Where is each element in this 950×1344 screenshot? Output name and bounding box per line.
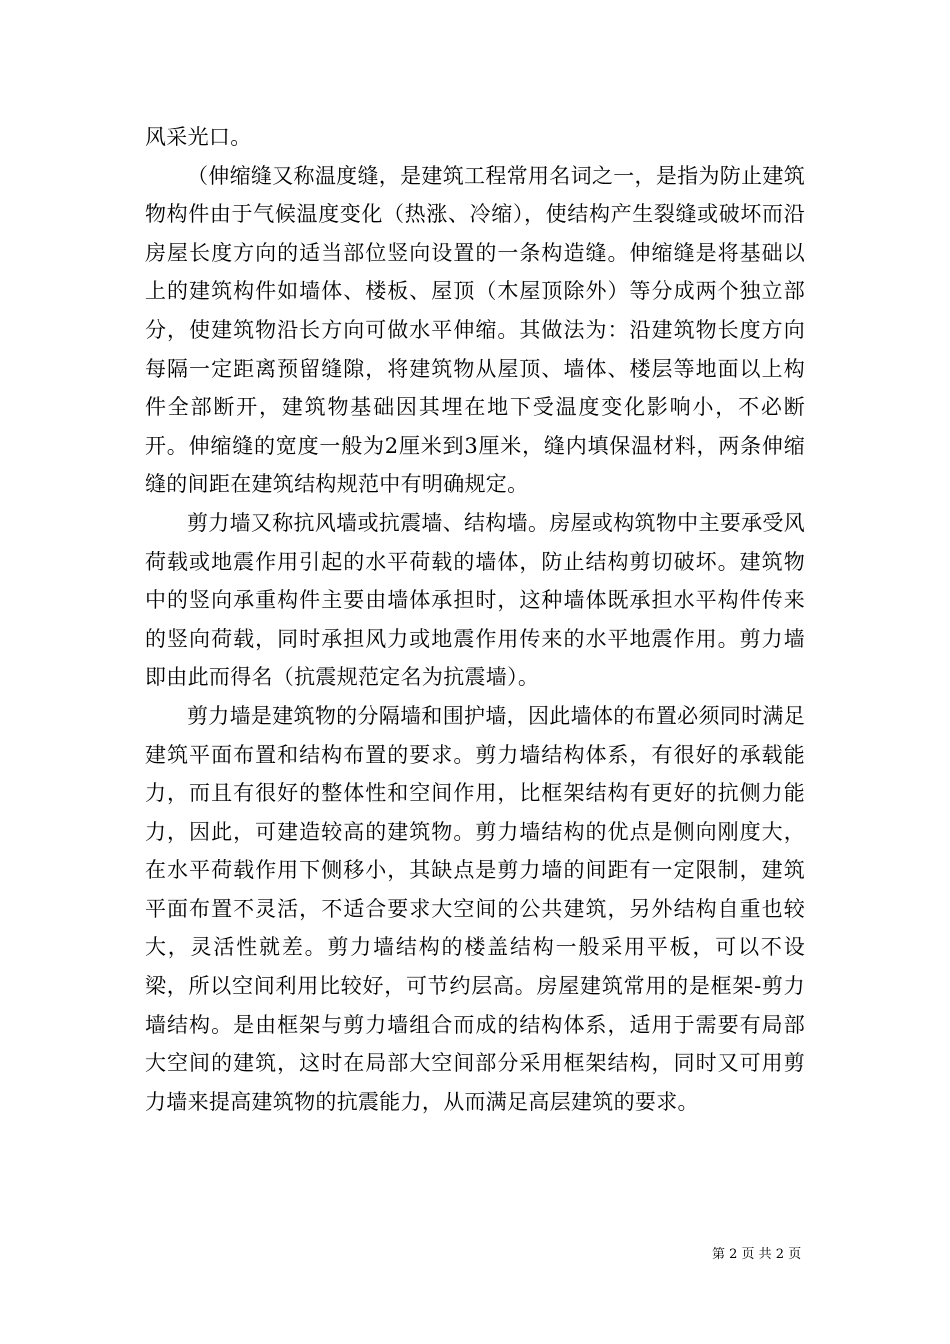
paragraph-expansion-joint: （伸缩缝又称温度缝，是建筑工程常用名词之一，是指为防止建筑物构件由于气候温度变化（热涨、冷缩），使结构产生裂缝或破坏而沿房屋长度方向的适当部位竖向设置的一条构造缝。伸缩缝是将基础以上的建筑构件如墙体、楼板、屋顶（木屋顶除外）等分成两个独立部分，使建筑物沿长方向可做水平伸缩。其做法为：沿建筑物长度方向每隔一定距离预留缝隙，将建筑物从屋顶、墙体、楼层等地面以上构件全部断开，建筑物基础因其埋在地下受温度变化影响小，不必断开。伸缩缝的宽度一般为2厘米到3厘米，缝内填保温材料，两条伸缩缝的间距在建筑结构规范中有明确规定。 — [145, 163, 805, 497]
document-body — [145, 118, 805, 1121]
paragraph-shear-wall-structure: 剪力墙是建筑物的分隔墙和围护墙，因此墙体的布置必须同时满足建筑平面布置和结构布置的要求。剪力墙结构体系，有很好的承载能力，而且有很好的整体性和空间作用，比框架结构有更好的抗侧力能力，因此，可建造较高的建筑物。剪力墙结构的优点是侧向刚度大，在水平荷载作用下侧移小，其缺点是剪力墙的间距有一定限制，建筑平面布置不灵活，不适合要求大空间的公共建筑，另外结构自重也较大，灵活性就差。剪力墙结构的楼盖结构一般采用平板，可以不设梁，所以空间利用比较好，可节约层高。房屋建筑常用的是框架-剪力墙结构。是由框架与剪力墙组合而成的结构体系，适用于需要有局部大空间的建筑，这时在局部大空间部分采用框架结构，同时又可用剪力墙来提高建筑物的抗震能力，从而满足高层建筑的要求。 — [145, 703, 805, 1114]
paragraph-shear-wall-definition: 剪力墙又称抗风墙或抗震墙、结构墙。房屋或构筑物中主要承受风荷载或地震作用引起的水平荷载的墙体，防止结构剪切破坏。建筑物中的竖向承重构件主要由墙体承担时，这种墙体既承担水平构件传来的竖向荷载，同时承担风力或地震作用传来的水平地震作用。剪力墙即由此而得名（抗震规范定名为抗震墙）。 — [145, 510, 805, 690]
paragraph-continuation: 风采光口。 — [145, 125, 252, 149]
page-number: 第 2 页 共 2 页 — [712, 1247, 802, 1262]
